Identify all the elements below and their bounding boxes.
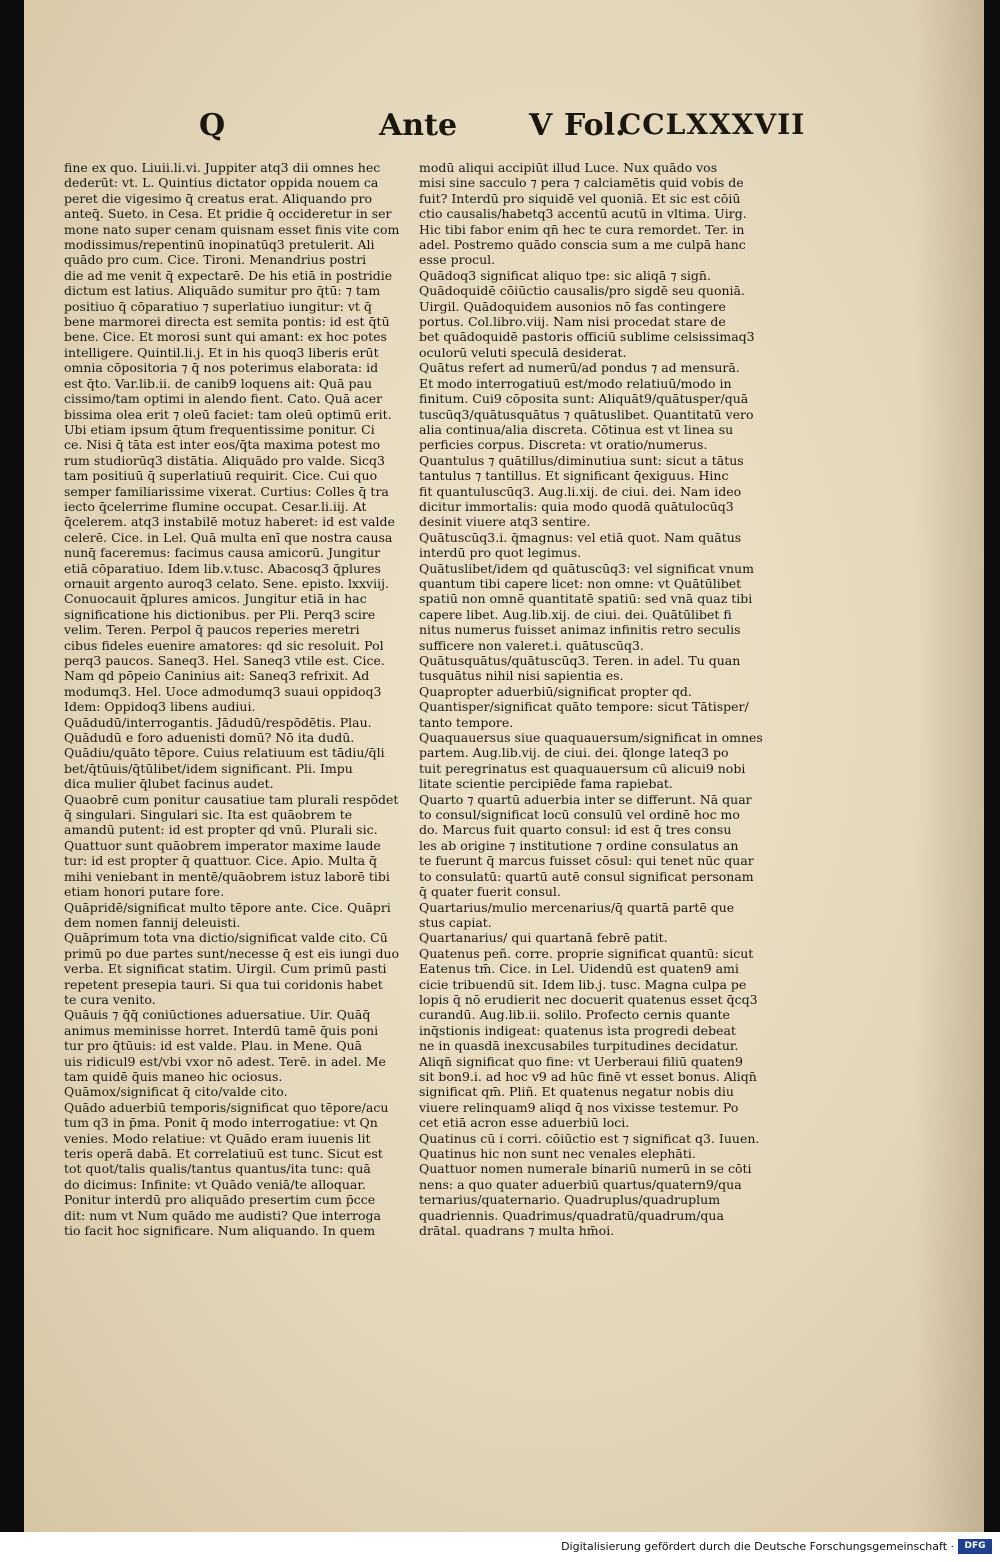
text-line: finitum. Cui9 cōposita sunt: Aliquāt9/quātusper/quā [419,391,749,407]
text-line: ternarius/quaternario. Quadruplus/quadruplum [419,1192,721,1208]
text-line: est q̄to. Var.lib.ii. de canib9 loquens ait: Quā pau [64,375,373,391]
text-line: tuscūq3/quātusquātus ⁊ quātuslibet. Quantitatū vero [419,406,754,422]
text-line: Nam qd pōpeio Caninius ait: Saneq3 refrixit. Ad [64,668,370,684]
text-line: tusquātus nihil nisi sapientia es. [419,668,624,684]
text-line: inq̄stionis indigeat: quatenus ista progredi debeat [419,1022,736,1038]
text-line: venies. Modo relatiue: vt Quādo eram iuuenis lit [64,1130,371,1146]
text-line: omnia cōpositoria ⁊ q̄ nos poterimus elaborata: id [64,360,379,376]
text-line: spatiū non omnē quantitatē spatiū: sed vnā quaz tibi [419,591,753,607]
text-line: die ad me venit q̄ expectarē. De his etiā in postridie [64,267,393,283]
text-line: Quātuscūq3.i. q̄magnus: vel etiā quot. Nam quātus [419,529,742,545]
text-line: do. Marcus fuit quarto consul: id est q̄ tres consu [419,822,732,838]
text-line: Quātusquātus/quātuscūq3. Teren. in adel. Tu quan [419,653,741,668]
text-line: Quantisper/significat quāto tempore: sicut Tātisper/ [419,699,749,715]
text-line: capere libet. Aug.lib.xij. de ciui. dei. Quātūlibet fi [419,606,732,622]
text-line: Quātus refert ad numerū/ad pondus ⁊ ad mensurā. [419,360,740,376]
left-text-column [64,160,414,1238]
text-line: Uirgil. Quādoquidem ausonios nō fas contingere [419,298,726,314]
text-line: amandū putent: id est propter qd vnū. Plurali sic. [64,822,378,838]
text-line: fine ex quo. Liuii.li.vi. Juppiter atq3 dii omnes hec [64,160,381,175]
text-line: Quādoq3 significat aliquo tpe: sic aliqā ⁊ sign̄. [419,267,711,283]
text-line: Quaquauersus siue quaquauersum/significat in omnes [419,730,763,746]
text-line: etiā cōparatiuo. Idem lib.v.tusc. Abacosq3 q̄plures [64,560,381,576]
text-line: anteq̄. Sueto. in Cesa. Et pridie q̄ occideretur in ser [64,206,392,222]
text-line: mihi veniebant in mentē/quāobrem istuz laborē tibi [64,868,390,884]
text-line: quantum tibi capere licet: non omne: vt Quātūlibet [419,575,742,591]
text-line: Quartarius/mulio mercenarius/q̄ quartā partē que [419,899,735,915]
text-line: perq3 paucos. Saneq3. Hel. Saneq3 vtile est. Cice. [64,653,385,668]
book-page [24,0,984,1532]
text-line: primū po due partes sunt/necesse q̄ est eis iungi duo [64,945,400,961]
header-fol: Fol. [564,108,626,143]
text-line: semper familiarissime vixerat. Curtius: Colles q̄ tra [64,483,389,499]
text-line: Aliqn̄ significat quo fine: vt Uerberaui filiū quaten9 [419,1053,743,1069]
text-line: nitus numerus fuisset animaz infinitis retro seculis [419,622,741,638]
text-line: litate scientie percipiēde fama rapiebat. [419,776,673,792]
text-line: Quatenus peñ. corre. proprie significat quantū: sicut [419,945,754,961]
text-line: bet quādoquidē pastoris officiū sublime celsissimaq3 [419,329,755,345]
text-line: significat qm̄. Pliñ. Et quatenus negatur nobis diu [419,1084,734,1100]
text-line: q̄ singulari. Singulari sic. Ita est quāobrem te [64,807,353,823]
text-line: dem nomen fannij deleuisti. [64,914,241,930]
text-line: tuit peregrinatus est quaquauersum cū alicui9 nobi [419,760,746,776]
right-text-column [419,160,789,1238]
text-line: Quatinus hic non sunt nec venales elephāti. [419,1146,696,1161]
text-line: interdū pro quot legimus. [419,545,582,561]
page-edge-shadow [914,0,984,1532]
text-line: misi sine sacculo ⁊ pera ⁊ calciamētis quid vobis de [419,175,744,191]
text-line: Quapropter aduerbiū/significat propter qd. [419,683,692,699]
text-line: dica mulier q̄lubet facinus audet. [64,776,274,792]
folio-number: CCLXXXVII [619,108,806,141]
text-line: drātal. quadrans ⁊ multa hm̄oi. [419,1223,615,1239]
text-line: quādo pro cum. Cice. Tironi. Menandrius postri [64,252,367,268]
text-line: iecto q̄celerrime flumine occupat. Cesar.li.iij. At [64,498,367,514]
text-line: Quādudū e foro aduenisti domū? Nō ita dudū. [64,730,355,746]
text-line: animus meminisse horret. Interdū tamē q̄uis poni [64,1022,379,1038]
text-line: Quattuor nomen numerale binariū numerū in se cōti [419,1161,752,1177]
text-line: viuere relinquam9 aliqd q̄ nos vixisse testemur. Po [419,1099,739,1115]
text-line: velim. Teren. Perpol q̄ paucos reperies meretri [64,622,360,638]
text-line: teris operā dabā. Et correlatiuū est tunc. Sicut est [64,1146,383,1161]
text-line: ne in quasdā inexcusabiles turpitudines decidatur. [419,1038,739,1054]
text-line: Quāmox/significat q̄ cito/valde cito. [64,1084,288,1100]
text-line: mone nato super cenam quisnam esset finis vite com [64,221,400,237]
text-line: ornauit argento auroq3 celato. Sene. episto. lxxviij. [64,575,389,591]
text-line: do dicimus: Infinite: vt Quādo veniā/te alloquar. [64,1176,366,1192]
text-line: Quātuslibet/idem qd quātuscūq3: vel significat vnum [419,560,754,576]
text-line: tam positiuū q̄ superlatiuū requirit. Cice. Cui quo [64,468,378,484]
text-line: ctio causalis/habetq3 accentū acutū in vltima. Uirg. [419,206,747,222]
text-line: cibus fideles euenire amatores: qd sic resoluit. Pol [64,637,384,653]
text-line: dit: num vt Num quādo me audisti? Que interroga [64,1207,381,1223]
text-line: oculorū veluti speculā desiderat. [419,344,627,360]
text-line: modū aliqui accipiūt illud Luce. Nux quādo vos [419,160,718,175]
text-line: Quāpridē/significat multo tēpore ante. Cice. Quāpri [64,899,391,915]
text-line: Et modo interrogatiuū est/modo relatiuū/modo in [419,375,732,391]
running-header [199,108,806,158]
text-line: Quartanarius/ qui quartanā febrē patit. [419,930,668,946]
text-line: nens: a quo quater aduerbiū quartus/quatern9/qua [419,1176,742,1192]
text-line: adel. Postremo quādo conscia sum a me culpā hanc [419,237,746,253]
text-line: les ab origine ⁊ institutione ⁊ ordine consulatus an [419,837,739,853]
text-line: tur: id est propter q̄ quattuor. Cice. Apio. Multa q̄ [64,853,378,869]
text-line: significatione his dictionibus. per Pli. Perq3 scire [64,606,376,622]
text-line: sufficere non valeret.i. quātuscūq3. [419,637,644,653]
dfg-logo: DFG [958,1539,992,1554]
text-line: intelligere. Quintil.li.j. Et in his quoq3 liberis erūt [64,344,379,360]
text-line: tum q3 in p̄ma. Ponit q̄ modo interrogatiue: vt Qn [64,1115,378,1131]
text-line: to consul/significat locū consulū vel ordinē hoc mo [419,807,740,823]
header-catchword: Ante [379,108,458,143]
text-line: tantulus ⁊ tantillus. Et significant q̄exiguus. Hinc [419,468,729,484]
text-line: to consulatū: quartū autē consul significat personam [419,868,754,884]
text-line: Quattuor sunt quāobrem imperator maxime laude [64,837,381,853]
text-line: positiuo q̄ cōparatiuo ⁊ superlatiuo iungitur: vt q̄ [64,298,372,314]
text-line: fit quantuluscūq3. Aug.li.xij. de ciui. dei. Nam ideo [419,483,742,499]
text-line: esse procul. [419,252,496,268]
text-line: verba. Et significat statim. Uirgil. Cum primū pasti [64,961,387,977]
header-signature: Q [199,108,226,143]
text-line: tam quidē q̄uis maneo hic ociosus. [64,1068,283,1084]
text-line: dictum est latius. Aliquādo sumitur pro q̄tū: ⁊ tam [64,283,381,299]
text-line: etiam honori putare fore. [64,884,225,900]
text-line: portus. Col.libro.viij. Nam nisi procedat stare de [419,314,726,330]
text-line: cet etiā acron esse aduerbiū loci. [419,1115,630,1131]
text-line: Quādoquidē cōiūctio causalis/pro sigdē seu quoniā. [419,283,745,299]
funding-notice: Digitalisierung gefördert durch die Deutsche Forschungsgemeinschaft · [561,1540,954,1553]
text-line: q̄celerem. atq3 instabilē motuz haberet: id est valde [64,514,395,530]
text-line: lopis q̄ nō erudierit nec docuerit quatenus esset q̄cq3 [419,991,758,1007]
text-line: Quantulus ⁊ quātillus/diminutiua sunt: sicut a tātus [419,452,744,468]
text-line: tot quot/talis qualis/tantus quantus/ita tunc: quā [64,1161,371,1177]
text-line: fuit? Interdū pro siquidē vel quoniā. Et sic est cōiū [419,190,741,206]
text-line: tanto tempore. [419,714,514,730]
text-line: Quādiu/quāto tēpore. Cuius relatiuum est tādiu/q̄li [64,745,385,761]
text-line: curandū. Aug.lib.ii. solilo. Profecto cernis quante [419,1007,730,1023]
text-line: repetent presepia tauri. Si qua tui coridonis habet [64,976,383,992]
text-line: ce. Nisi q̄ tāta est inter eos/q̄ta maxima potest mo [64,437,381,453]
text-line: bene marmorei directa est semita pontis: id est q̄tū [64,314,390,330]
text-line: cicie tribuendū sit. Idem lib.j. tusc. Magna culpa pe [419,976,747,992]
text-line: Conuocauit q̄plures amicos. Jungitur etiā in hac [64,591,367,607]
text-line: cissimo/tam optimi in alendo fient. Cato. Quā acer [64,391,383,407]
text-line: Quāprimum tota vna dictio/significat valde cito. Cū [64,930,388,946]
text-line: Quatinus cū i corri. cōiūctio est ⁊ significat q3. Iuuen. [419,1130,760,1146]
text-line: te cura venito. [64,991,156,1007]
text-line: perficies corpus. Discreta: vt oratio/numerus. [419,437,708,453]
text-line: modissimus/repentinū inopinatūq3 pretulerit. Ali [64,237,375,253]
text-line: Quādo aduerbiū temporis/significat quo tēpore/acu [64,1099,389,1115]
text-line: quadriennis. Quadrimus/quadratū/quadrum/qua [419,1207,724,1223]
text-line: rum studiorūq3 distātia. Aliquādo pro valde. Sicq3 [64,452,386,468]
digitization-footer [0,1532,1000,1562]
text-line: bissima olea erit ⁊ oleū faciet: tam oleū optimū erit. [64,406,392,422]
text-line: tur pro q̄tūuis: id est valde. Plau. in Mene. Quā [64,1038,363,1054]
text-line: Quaobrē cum ponitur causatiue tam plurali respōdet [64,791,399,807]
text-line: tio facit hoc significare. Num aliquando. In quem [64,1223,376,1239]
text-line: te fuerunt q̄ marcus fuisset cōsul: qui tenet nūc quar [419,853,754,869]
text-line: bet/q̄tūuis/q̄tūlibet/idem significant. Pli. Impu [64,760,353,776]
text-line: Idem: Oppidoq3 libens audiui. [64,699,256,715]
text-line: uis ridicul9 est/vbi vxor nō adest. Terē. in adel. Me [64,1053,386,1069]
text-line: nunq̄ faceremus: facimus causa amicorū. Jungitur [64,545,381,561]
text-line: desinit viuere atq3 sentire. [419,514,591,530]
text-line: peret die vigesimo q̄ creatus erat. Aliquando pro [64,190,373,206]
text-line: Quāuis ⁊ q̄q̄ coniūctiones aduersatiue. Uir. Quāq̄ [64,1007,371,1023]
text-line: bene. Cice. Et morosi sunt qui amant: ex hoc potes [64,329,387,345]
text-line: dicitur immortalis: quia modo quodā quātulocūq3 [419,498,734,514]
header-letter: V [529,108,553,143]
text-line: partem. Aug.lib.vij. de ciui. dei. q̄longe lateq3 po [419,745,729,761]
text-line: modumq3. Hel. Uoce admodumq3 suaui oppidoq3 [64,683,382,699]
text-line: Ponitur interdū pro aliquādo presertim cum p̄cce [64,1192,376,1208]
text-line: Quarto ⁊ quartū aduerbia inter se differunt. Nā quar [419,791,752,807]
text-line: sit bon9.i. ad hoc v9 ad hūc finē vt esset bonus. Aliqn̄ [419,1068,757,1084]
text-line: q̄ quater fuerit consul. [419,884,561,900]
text-line: Ubi etiam ipsum q̄tum frequentissime ponitur. Ci [64,421,375,437]
text-line: alia continua/alia discreta. Cōtinua est vt linea su [419,421,734,437]
text-line: dederūt: vt. L. Quintius dictator oppida nouem ca [64,175,379,191]
text-line: Eatenus tm̄. Cice. in Lel. Uidendū est quaten9 ami [419,961,739,977]
text-line: Quādudū/interrogantis. Jādudū/respōdētis. Plau. [64,714,372,730]
text-line: Hic tibi fabor enim qn̄ hec te cura remordet. Ter. in [419,221,745,237]
text-line: stus capiat. [419,914,492,930]
text-line: celerē. Cice. in Lel. Quā multa enī que nostra causa [64,529,393,545]
